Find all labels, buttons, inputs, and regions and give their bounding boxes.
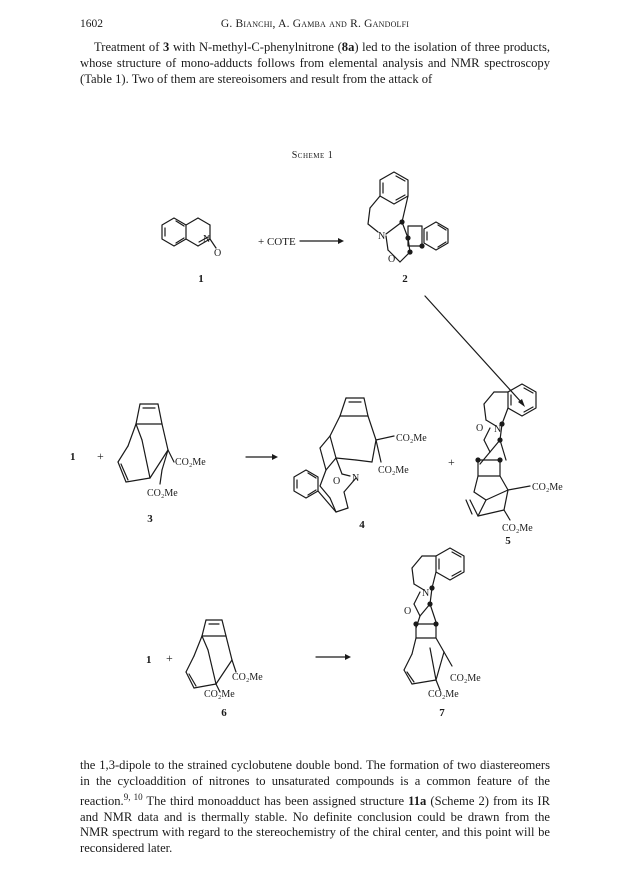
reference-superscript: 9, 10 bbox=[123, 791, 143, 802]
compound-ref: 3 bbox=[163, 40, 170, 54]
plus-sign-1: + bbox=[97, 449, 104, 463]
compound-number-3: 3 bbox=[147, 513, 153, 525]
structure-compound-6 bbox=[186, 620, 236, 692]
compound-number-6: 6 bbox=[221, 707, 227, 719]
atom-n-4: N bbox=[352, 473, 360, 484]
compound-number-5: 5 bbox=[505, 535, 511, 547]
substituent-co2me-3b: CO₂Me bbox=[147, 488, 178, 499]
atom-n-2: N bbox=[378, 231, 386, 242]
plus-sign-2: + bbox=[448, 455, 455, 469]
reaction-arrow-4 bbox=[316, 654, 351, 660]
reaction-arrow-3 bbox=[246, 454, 278, 460]
structure-compound-3 bbox=[118, 404, 174, 484]
reaction-arrow-1 bbox=[300, 238, 344, 244]
atom-o-7: O bbox=[404, 606, 412, 617]
structure-compound-4 bbox=[294, 398, 394, 512]
text-run: with N-methyl-C-phenylnitrone ( bbox=[169, 40, 342, 54]
atom-n-5: N bbox=[494, 424, 502, 435]
structure-compound-7 bbox=[404, 548, 464, 690]
compound-number-7: 7 bbox=[439, 707, 445, 719]
text-run: the 1,3-dipole to the strained cyclobutene double bond. The formation of two diastereomers in the cycloaddition of nitrones to unsaturated compounds is a common feature of the reaction. bbox=[80, 758, 550, 808]
compound-number-1-row2: 1 bbox=[70, 451, 76, 463]
atom-o-1: O bbox=[214, 248, 222, 259]
substituent-co2me-5a: CO₂Me bbox=[532, 482, 563, 493]
substituent-co2me-6b: CO₂Me bbox=[204, 689, 235, 700]
compound-number-1: 1 bbox=[198, 273, 204, 285]
running-head-authors: G. Bianchi, A. Gamba and R. Gandolfi bbox=[220, 18, 410, 30]
atom-n-7: N bbox=[422, 588, 430, 599]
structure-compound-5 bbox=[466, 384, 536, 520]
substituent-co2me-4a: CO₂Me bbox=[396, 433, 427, 444]
text-run: ) led to the isolation of three products, whose structure of mono-adducts follows from elemental analysis and NMR spectroscopy (Table 1). Two of them are stereoisomers and result from the attack of bbox=[80, 40, 550, 86]
substituent-co2me-7b: CO₂Me bbox=[428, 689, 459, 700]
text-run: The third monoadduct has been assigned structure bbox=[142, 793, 409, 808]
text-run: Treatment of bbox=[94, 40, 164, 54]
atom-o-2: O bbox=[388, 254, 396, 265]
substituent-co2me-7a: CO₂Me bbox=[450, 673, 481, 684]
atom-o-4: O bbox=[333, 476, 341, 487]
atom-n-1: N bbox=[203, 234, 211, 245]
compound-ref: 11a bbox=[408, 793, 427, 808]
paragraph-discussion bbox=[80, 758, 550, 857]
structure-compound-2 bbox=[368, 172, 448, 262]
substituent-co2me-6a: CO₂Me bbox=[232, 672, 263, 683]
compound-ref: 8a bbox=[341, 40, 355, 54]
text-run: (Scheme 2) from its IR and NMR data and is thermally stable. No definite conclusion could be drawn from the NMR spectrum with regard to the stereochemistry of the chiral center, and this point will be reconsidered later. bbox=[80, 793, 550, 856]
substituent-co2me-3a: CO₂Me bbox=[175, 457, 206, 468]
compound-number-1-row3: 1 bbox=[146, 654, 152, 666]
reagent-cote: + COTE bbox=[258, 236, 296, 248]
atom-o-5: O bbox=[476, 423, 484, 434]
scheme-title: Scheme 1 bbox=[291, 150, 334, 161]
plus-sign-3: + bbox=[166, 651, 173, 665]
compound-number-4: 4 bbox=[359, 519, 365, 531]
compound-number-2: 2 bbox=[402, 273, 408, 285]
page-number: 1602 bbox=[80, 18, 103, 30]
substituent-co2me-4b: CO₂Me bbox=[378, 465, 409, 476]
substituent-co2me-5b: CO₂Me bbox=[502, 523, 533, 534]
